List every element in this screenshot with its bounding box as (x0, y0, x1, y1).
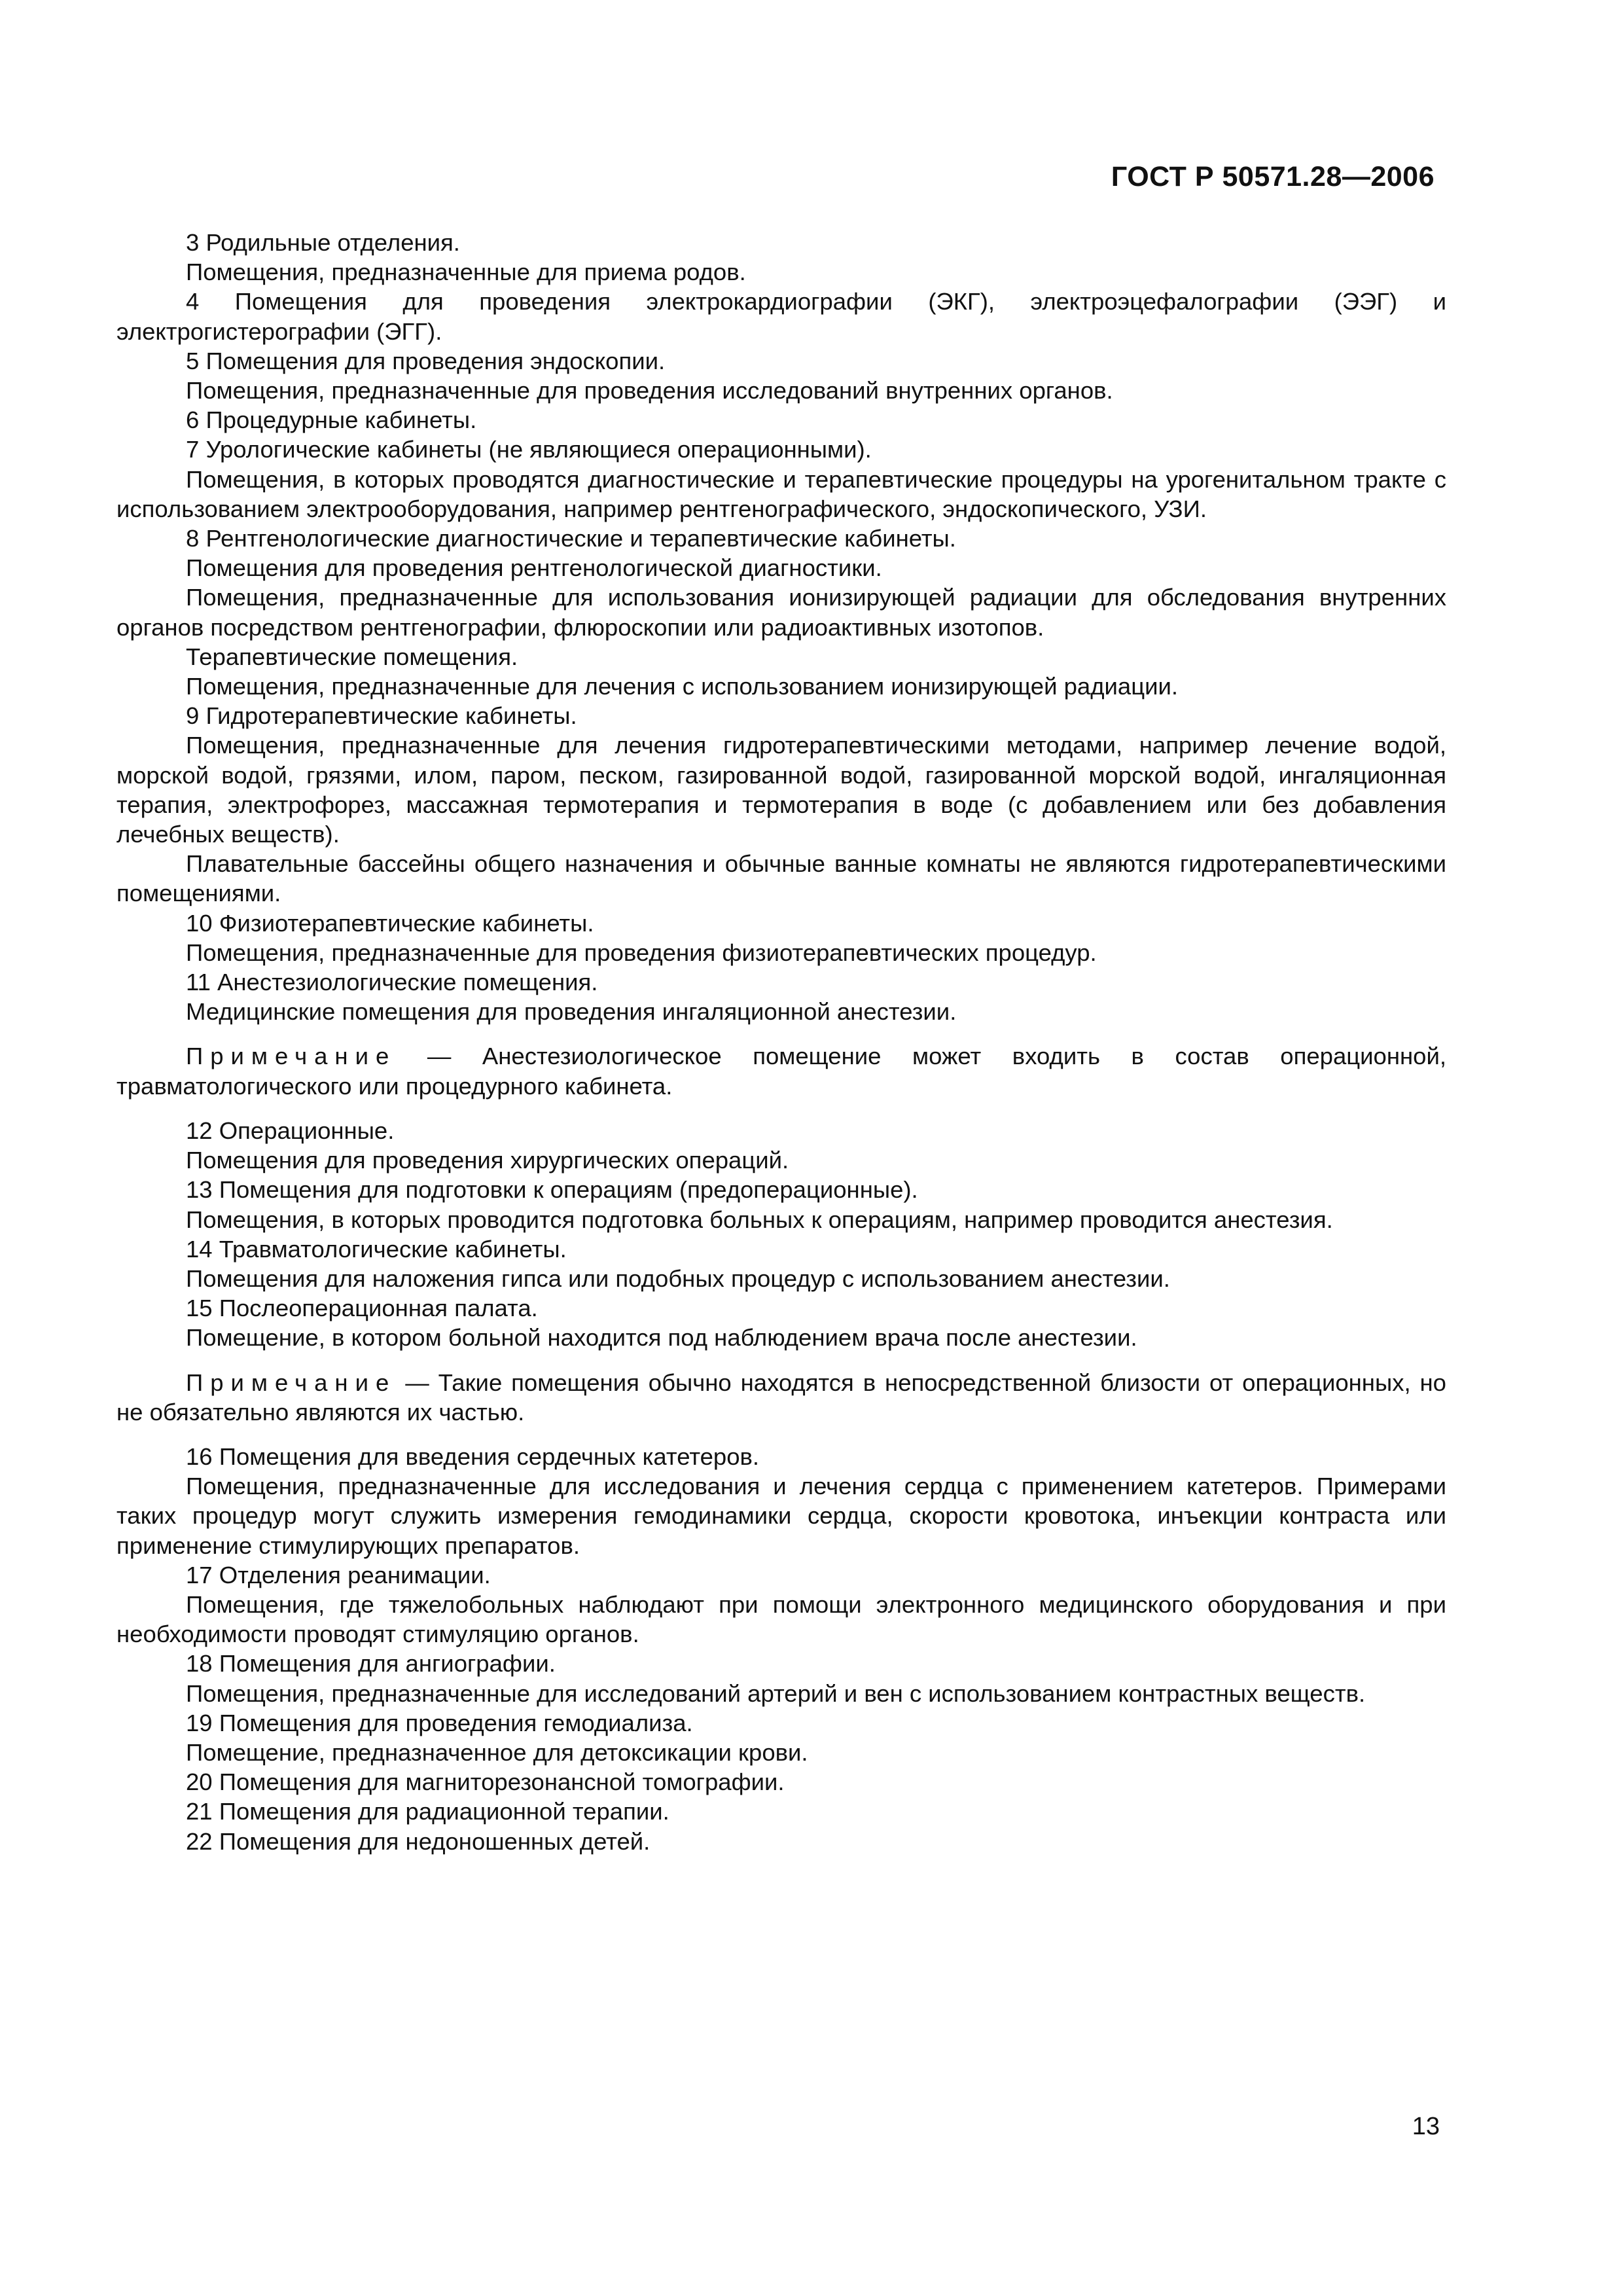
note-dash: — (396, 1369, 438, 1396)
paragraph: Помещения, в которых проводятся диагностические и терапевтические процедуры на урогенитальном тракте с использованием электрооборудования, например рентгенографического, эндоскопического, УЗИ. (116, 465, 1446, 522)
paragraph: 18 Помещения для ангиографии. (186, 1650, 556, 1677)
paragraph: Помещения, предназначенные для использования ионизирующей радиации для обследования внутренних органов посредством рентгенографии, флюроскопии или радиоактивных изотопов. (116, 584, 1446, 641)
paragraph: Помещение, в котором больной находится под наблюдением врача после анестезии. (186, 1324, 1137, 1352)
note-paragraph (116, 1368, 1446, 1427)
paragraph: Помещения, предназначенные для лечения с использованием ионизирующей радиации. (186, 673, 1179, 700)
standard-code-header: ГОСТ Р 50571.28—2006 (1111, 161, 1435, 192)
paragraph: Помещения, предназначенные для лечения гидротерапевтическими методами, например лечение водой, морской водой, грязями, илом, паром, песком, газированной водой, газированной морской водой, ингаляционная терапия, электрофорез, массажная термотерапия и термотерапия в воде (с добавлением или без добавления лечебных веществ). (116, 732, 1446, 848)
note-text: Анестезиологическое помещение может входить в состав операционной, травматологического или процедурного кабинета. (116, 1043, 1446, 1100)
paragraph: 5 Помещения для проведения эндоскопии. (186, 347, 666, 374)
document-body (116, 228, 1446, 1856)
paragraph: 17 Отделения реанимации. (186, 1561, 491, 1588)
paragraph: 13 Помещения для подготовки к операциям (предоперационные). (186, 1176, 918, 1204)
paragraph: 20 Помещения для магниторезонансной томографии. (186, 1768, 785, 1796)
paragraph: Помещения для наложения гипса или подобных процедур с использованием анестезии. (186, 1265, 1170, 1292)
paragraph: 9 Гидротерапевтические кабинеты. (186, 702, 577, 730)
paragraph: Помещения, предназначенные для проведения исследований внутренних органов. (186, 377, 1113, 404)
paragraph: Помещения, где тяжелобольных наблюдают при помощи электронного медицинского оборудования и при необходимости проводят стимуляцию органов. (116, 1590, 1446, 1648)
paragraph: Помещения для проведения рентгенологической диагностики. (186, 554, 882, 582)
paragraph: 12 Операционные. (186, 1117, 395, 1144)
paragraph: 10 Физиотерапевтические кабинеты. (186, 909, 594, 937)
paragraph: Помещения, предназначенные для приема родов. (186, 259, 746, 286)
paragraph: 22 Помещения для недоношенных детей. (186, 1827, 651, 1855)
paragraph: 6 Процедурные кабинеты. (186, 406, 477, 434)
note-paragraph (116, 1041, 1446, 1100)
paragraph: 4 Помещения для проведения электрокардиографии (ЭКГ), электроэцефалографии (ЭЭГ) и электрогистерографии (ЭГГ). (116, 288, 1446, 345)
note-dash: — (396, 1043, 482, 1070)
paragraph: 11 Анестезиологические помещения. (186, 969, 598, 996)
paragraph: 7 Урологические кабинеты (не являющиеся операционными). (186, 436, 872, 463)
paragraph: 14 Травматологические кабинеты. (186, 1235, 567, 1263)
paragraph: 16 Помещения для введения сердечных катетеров. (186, 1443, 760, 1470)
paragraph: Плавательные бассейны общего назначения и обычные ванные комнаты не являются гидротерапевтическими помещениями. (116, 850, 1446, 907)
paragraph: 3 Родильные отделения. (186, 229, 460, 256)
note-text: Такие помещения обычно находятся в непосредственной близости от операционных, но не обязательно являются их частью. (116, 1369, 1446, 1426)
paragraph: 15 Послеоперационная палата. (186, 1295, 538, 1322)
paragraph: 19 Помещения для проведения гемодиализа. (186, 1709, 693, 1736)
paragraph: Помещения, в которых проводится подготовка больных к операциям, например проводится анестезия. (186, 1206, 1333, 1233)
paragraph: Медицинские помещения для проведения ингаляционной анестезии. (186, 998, 957, 1026)
paragraph: 21 Помещения для радиационной терапии. (186, 1798, 669, 1825)
note-label: Примечание (186, 1369, 397, 1396)
paragraph: Помещения для проведения хирургических операций. (186, 1147, 789, 1174)
paragraph: Помещение, предназначенное для детоксикации крови. (186, 1738, 808, 1766)
paragraph: Помещения, предназначенные для проведения физиотерапевтических процедур. (186, 939, 1097, 966)
note-label: Примечание (186, 1043, 397, 1070)
paragraph: Терапевтические помещения. (186, 643, 518, 670)
page-number: 13 (1412, 2113, 1440, 2140)
paragraph: Помещения, предназначенные для исследований артерий и вен с использованием контрастных веществ. (186, 1679, 1366, 1707)
paragraph: 8 Рентгенологические диагностические и терапевтические кабинеты. (186, 525, 956, 552)
paragraph: Помещения, предназначенные для исследования и лечения сердца с применением катетеров. Примерами таких процедур могут служить измерения гемодинамики сердца, скорости кровотока, инъекции контраста или применение стимулирующих препаратов. (116, 1473, 1446, 1559)
